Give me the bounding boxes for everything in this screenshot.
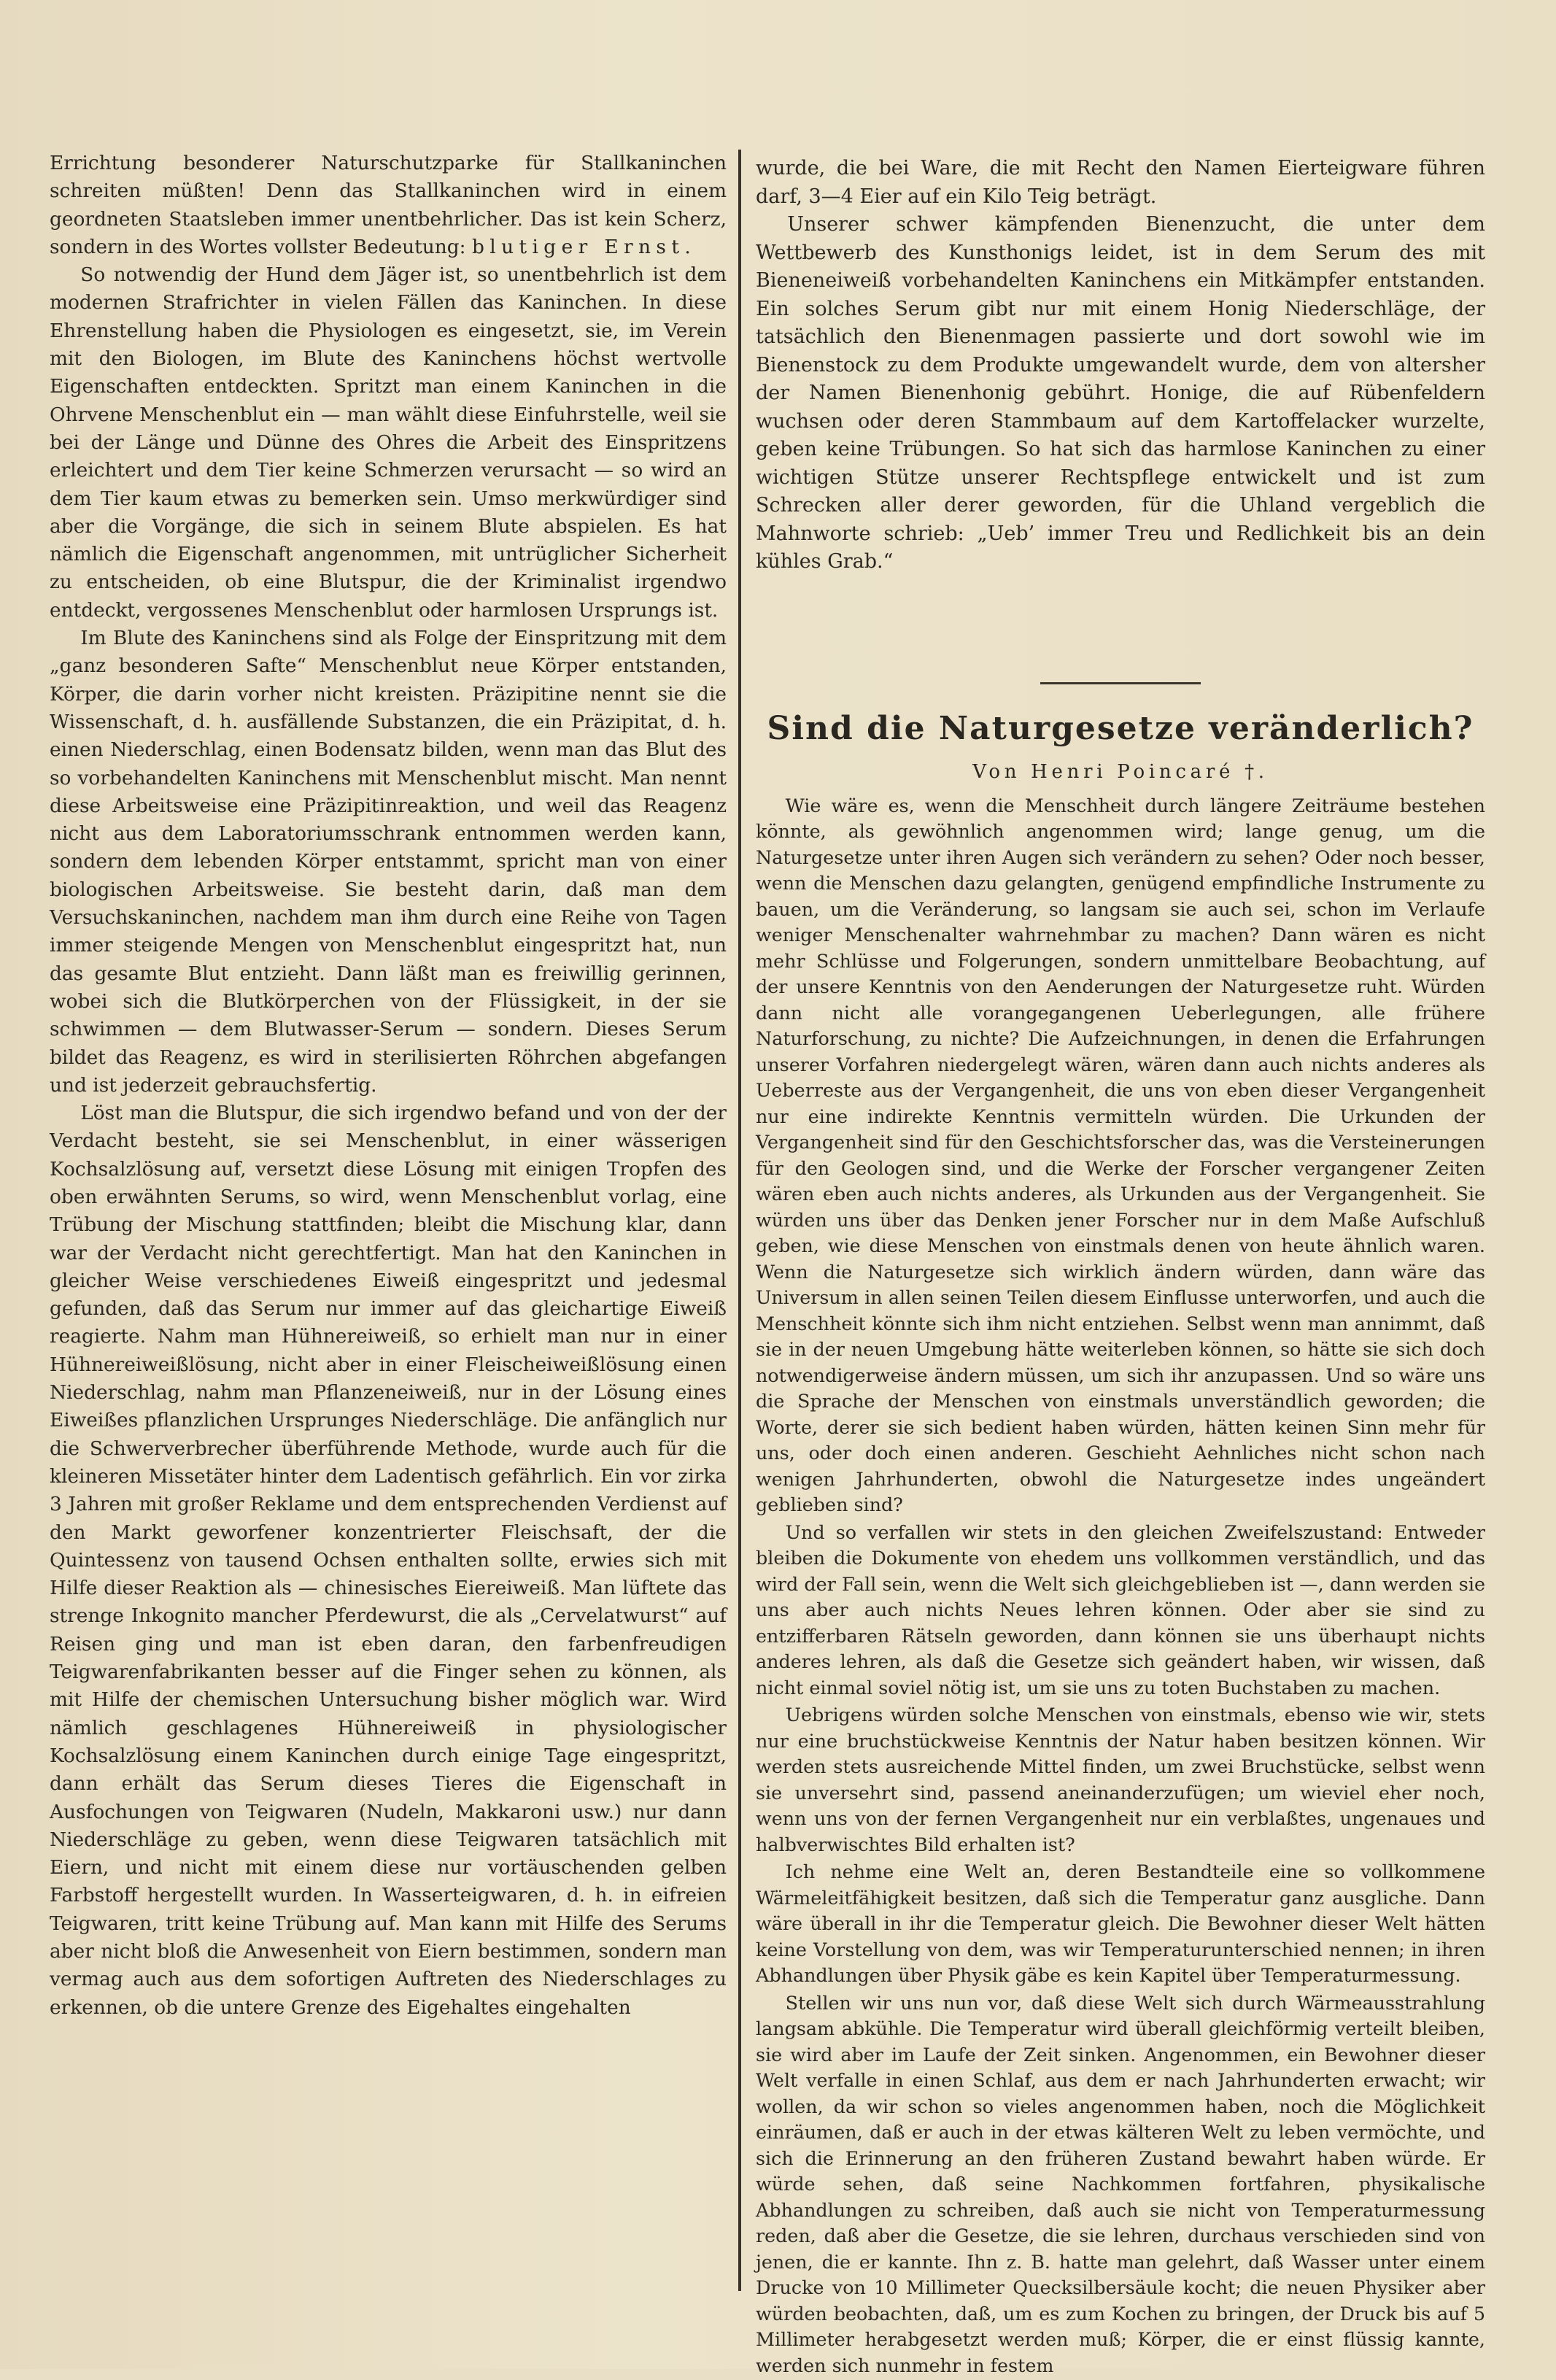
article-paragraph: Und so verfallen wir stets in den gleichen Zweifelszustand: Entweder bleiben die Dokumente von ehedem uns vollkommen verständlich, und das wird der Fall sein, wenn die Welt sich gleichgeblieben ist —, dann werden sie uns aber auch nichts Neues lehren können. Oder aber sie sind zu entzifferbaren Rätseln geworden, dann können sie uns überhaupt nichts anderes lehren, als daß die Gesetze sich geändert haben, wir wissen, daß nicht einmal soviel nötig ist, um sie uns zu toten Buchstaben zu machen.: [756, 1521, 1485, 1699]
right-column: [756, 155, 1485, 2380]
emphasis-text: blutiger Ernst: [471, 235, 685, 258]
article-paragraph: Ich nehme eine Welt an, deren Bestandteile eine so vollkommene Wärmeleitfähigkeit besitzen, daß sich die Temperatur ganz ausgliche. Dann wäre überall in ihr die Temperatur gleich. Die Bewohner dieser Welt hätten keine Vorstellung von dem, was wir Temperaturunterschied nennen; in ihren Abhandlungen über Physik gäbe es kein Kapitel über Temperaturmessung.: [756, 1861, 1485, 1987]
article-separator-rule: [1040, 682, 1201, 684]
left-paragraph-1: Errichtung besonderer Naturschutzparke für Stallkaninchen schreiten müßten! Denn das Stallkaninchen wird in einem geordneten Staatsleben immer unentbehrlicher. Das ist kein Scherz, sondern in des Wortes vollster Bedeutung: blutiger Ernst.: [50, 152, 727, 258]
left-column: [50, 150, 727, 2022]
left-paragraph-3: Im Blute des Kaninchens sind als Folge der Einspritzung mit dem „ganz besonderen Safte“ Menschenblut neue Körper entstanden, Körper, die darin vorher nicht kreisten. Präzipitine nennt sie die Wissenschaft, d. h. ausfällende Substanzen, die ein Präzipitat, d. h. einen Niederschlag, einen Bodensatz bilden, wenn man das Blut des so vorbehandelten Kaninchens mit Menschenblut mischt. Man nennt diese Arbeitsweise eine Präzipitinreaktion, und weil das Reagenz nicht aus dem Laboratoriumsschrank entnommen werden kann, sondern dem lebenden Körper entstammt, spricht man von einer biologischen Arbeitsweise. Sie besteht darin, daß man dem Versuchskaninchen, nachdem man ihm durch eine Reihe von Tagen immer steigende Mengen von Menschenblut eingespritzt hat, nun das gesamte Blut entzieht. Dann läßt man es freiwillig gerinnen, wobei sich die Blutkörperchen von der Flüssigkeit, in der sie schwimmen — dem Blutwasser-Serum — sondern. Dieses Serum bildet das Reagenz, es wird in sterilisierten Röhrchen abgefangen und ist jederzeit gebrauchsfertig.: [50, 627, 727, 1097]
article-title: Sind die Naturgesetze veränderlich?: [767, 709, 1474, 747]
left-paragraph-2: So notwendig der Hund dem Jäger ist, so unentbehrlich ist dem modernen Strafrichter in vielen Fällen das Kaninchen. In diese Ehrenstellung haben die Physiologen es eingesetzt, sie, im Verein mit den Biologen, im Blute des Kaninchens höchst wertvolle Eigenschaften entdeckten. Spritzt man einem Kaninchen in die Ohrvene Menschenblut ein — man wählt diese Einfuhrstelle, weil sie bei der Länge und Dünne des Ohres die Arbeit des Einspritzens erleichtert und dem Tier keine Schmerzen verursacht — so wird an dem Tier kaum etwas zu bemerken sein. Umso merkwürdiger sind aber die Vorgänge, die sich in seinem Blute abspielen. Es hat nämlich die Eigenschaft angenommen, mit untrüglicher Sicherheit zu entscheiden, ob eine Blutspur, die der Kriminalist irgendwo entdeckt, vergossenes Menschenblut oder harmlosen Ursprungs ist.: [50, 263, 727, 622]
article-paragraph: Uebrigens würden solche Menschen von einstmals, ebenso wie wir, stets nur eine bruchstückweise Kenntnis der Natur haben besitzen können. Wir werden stets ausreichende Mittel finden, um zwei Bruchstücke, selbst wenn sie unversehrt sind, passend aneinanderzufügen; um wieviel eher noch, wenn uns von der fernen Vergangenheit nur ein verblaßtes, ungenaues und halbverwischtes Bild erhalten ist?: [756, 1704, 1485, 1855]
article-paragraph: Stellen wir uns nun vor, daß diese Welt sich durch Wärmeausstrahlung langsam abkühle. Die Temperatur wird überall gleichförmig verteilt bleiben, sie wird aber im Laufe der Zeit sinken. Angenommen, ein Bewohner dieser Welt verfalle in einen Schlaf, aus dem er nach Jahrhunderten erwacht; wir wollen, da wir schon so vieles angenommen haben, noch die Möglichkeit einräumen, daß er auch in der etwas kälteren Welt zu leben vermöchte, und sich die Erinnerung an den früheren Zustand bewahrt haben würde. Er würde sehen, daß seine Nachkommen fortfahren, physikalische Abhandlungen zu schreiben, daß auch sie nicht von Temperaturmessung reden, daß aber die Gesetze, die sie lehren, durchaus verschieden sind von jenen, die er kannte. Ihn z. B. hatte man gelehrt, daß Wasser unter einem Drucke von 10 Millimeter Quecksilbersäule kocht; die neuen Physiker aber würden beobachten, daß, um es zum Kochen zu bringen, der Druck bis auf 5 Millimeter herabgesetzt werden muß; Körper, die er einst flüssig kannte, werden sich nunmehr in festem: [756, 1991, 1485, 2376]
article-body: [756, 793, 1485, 2379]
left-paragraph-4: Löst man die Blutspur, die sich irgendwo befand und von der der Verdacht besteht, sie sei Menschenblut, in einer wässerigen Kochsalzlösung auf, versetzt diese Lösung mit einigen Tropfen des oben erwähnten Serums, so wird, wenn Menschenblut vorlag, eine Trübung der Mischung stattfinden; bleibt die Mischung klar, dann war der Verdacht nicht gerechtfertigt. Man hat den Kaninchen in gleicher Weise verschiedenes Eiweiß eingespritzt und jedesmal gefunden, daß das Serum nur immer auf das gleichartige Eiweiß reagierte. Nahm man Hühnereiweiß, so erhielt man nur in einer Hühnereiweißlösung, nicht aber in einer Fleischeiweißlösung einen Niederschlag, nahm man Pflanzeneiweiß, nur in der Lösung eines Eiweißes pflanzlichen Ursprunges Niederschläge. Die anfänglich nur die Schwerverbrecher überführende Methode, wurde auch für die kleineren Missetäter hinter dem Ladentisch gefährlich. Ein vor zirka 3 Jahren mit großer Reklame und dem entsprechenden Verdienst auf den Markt geworfener konzentrierter Fleischsaft, der die Quintessenz von tausend Ochsen enthalten sollte, erwies sich mit Hilfe dieser Reaktion als — chinesisches Eiereiweiß. Man lüftete das strenge Inkognito mancher Pferdewurst, die als „Cervelatwurst“ auf Reisen ging und man ist eben daran, den farbenfreudigen Teigwarenfabrikanten besser auf die Finger sehen zu können, als mit Hilfe der chemischen Untersuchung bisher möglich war. Wird nämlich geschlagenes Hühnereiweiß in physiologischer Kochsalzlösung einem Kaninchen durch einige Tage eingespritzt, dann erhält das Serum dieses Tieres die Eigenschaft in Ausfochungen von Teigwaren (Nudeln, Makkaroni usw.) nur dann Niederschläge zu geben, wenn diese Teigwaren tatsächlich mit Eiern, und nicht mit einem diese nur vortäuschenden gelben Farbstoff hergestellt wurden. In Wasserteigwaren, d. h. in eifreien Teigwaren, tritt keine Trübung auf. Man kann mit Hilfe des Serums aber nicht bloß die Anwesenheit von Eiern bestimmen, sondern man vermag auch aus dem sofortigen Auftreten des Niederschlages zu erkennen, ob die untere Grenze des Eigehaltes eingehalten: [50, 1102, 727, 2019]
article-byline: Von Henri Poincaré †.: [972, 760, 1269, 783]
article-paragraph: Wie wäre es, wenn die Menschheit durch längere Zeiträume bestehen könnte, als gewöhnlich angenommen wird; lange genug, um die Naturgesetze unter ihren Augen sich verändern zu sehen? Oder noch besser, wenn die Menschen dazu gelangten, genügend empfindliche Instrumente zu bauen, um die Veränderung, so langsam sie auch sei, schon im Verlaufe weniger Menschenalter wahrnehmbar zu machen? Dann wären es nicht mehr Schlüsse und Folgerungen, sondern unmittelbare Beobachtung, auf der unsere Kenntnis von den Aenderungen der Naturgesetze ruht. Würden dann nicht alle vorangegangenen Ueberlegungen, alle frühere Naturforschung, zu nichte? Die Aufzeichnungen, in denen die Erfahrungen unserer Vorfahren niedergelegt wären, wären dann auch nichts anderes als Ueberreste aus der Vergangenheit, die uns von eben dieser Vergangenheit nur eine indirekte Kenntnis vermitteln würden. Die Urkunden der Vergangenheit sind für den Geschichtsforscher das, was die Versteinerungen für den Geologen sind, und die Werke der Forscher vergangener Zeiten wären eben auch nichts anderes, als Urkunden aus der Vergangenheit. Sie würden uns über das Denken jener Forscher nur in dem Maße Aufschluß geben, wie diese Menschen von einstmals denen von heute ähnlich waren. Wenn die Naturgesetze sich wirklich ändern würden, dann wäre das Universum in allen seinen Teilen diesem Einflusse unterworfen, und auch die Menschheit könnte sich ihm nicht entziehen. Selbst wenn man annimmt, daß sie in der neuen Umgebung hätte weiterleben können, so hätte sie sich doch notwendigerweise ändern müssen, um sich ihr anzupassen. Und so wäre uns die Sprache der Menschen von einstmals unverständlich geworden; die Worte, derer sie sich bedient haben würden, hätten keinen Sinn mehr für uns, oder doch einen anderen. Geschieht Aehnliches nicht schon nach wenigen Jahrhunderten, obwohl die Naturgesetze indes ungeändert geblieben sind?: [756, 794, 1485, 1516]
continued-article: [756, 155, 1485, 576]
right-paragraph-2: Unserer schwer kämpfenden Bienenzucht, die unter dem Wettbewerb des Kunsthonigs leidet, ist in dem Serum des mit Bieneneiweiß vorbehandelten Kaninchens ein Mitkämpfer entstanden. Ein solches Serum gibt nur mit einem Honig Niederschläge, der tatsächlich den Bienenmagen passierte und dort sowohl wie im Bienenstock zu dem Produkte umgewandelt wurde, dem von altersher der Namen Bienenhonig gebührt. Honige, die auf Rübenfeldern wuchsen oder deren Stammbaum auf dem Kartoffelacker wurzelte, geben keine Trübungen. So hat sich das harmlose Kaninchen zu einer wichtigen Stütze unserer Rechtspflege entwickelt und ist zum Schrecken aller derer geworden, für die Uhland vergeblich die Mahnworte schrieb: „Ueb’ immer Treu und Redlichkeit bis an dein kühles Grab.“: [756, 213, 1485, 573]
column-divider-rule: [738, 150, 741, 2291]
right-paragraph-1: wurde, die bei Ware, die mit Recht den Namen Eierteigware führen darf, 3—4 Eier auf ein Kilo Teig beträgt.: [756, 157, 1485, 208]
